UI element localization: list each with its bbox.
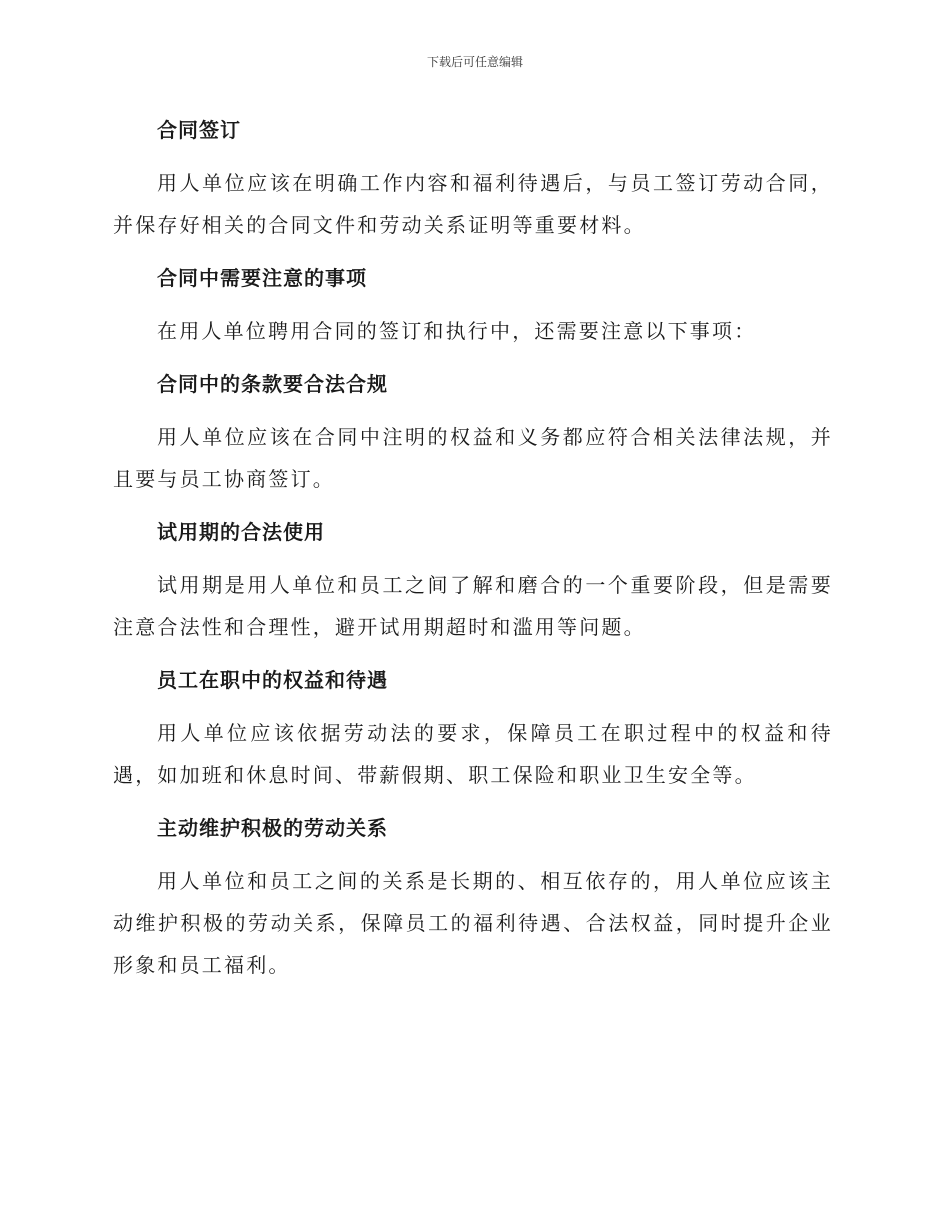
section-heading: 合同中的条款要合法合规: [157, 372, 388, 396]
section-paragraph: 用人单位应该依据劳动法的要求，保障员工在职过程中的权益和待遇，如加班和休息时间、带薪假期、职工保险和职业卫生安全等。: [113, 721, 833, 787]
section-heading: 员工在职中的权益和待遇: [157, 668, 388, 692]
section-heading: 合同签订: [157, 118, 241, 142]
section-probation: [113, 512, 833, 648]
section-paragraph: 用人单位和员工之间的关系是长期的、相互依存的，用人单位应该主动维护积极的劳动关系，保障员工的福利待遇、合法权益，同时提升企业形象和员工福利。: [113, 869, 833, 977]
section-labor-relations: [113, 808, 833, 986]
section-heading: 试用期的合法使用: [157, 520, 325, 544]
section-paragraph: 试用期是用人单位和员工之间了解和磨合的一个重要阶段，但是需要注意合法性和合理性，避开试用期超时和滥用等问题。: [113, 573, 833, 639]
section-heading: 合同中需要注意的事项: [157, 266, 367, 290]
section-contract-signing: [113, 110, 833, 246]
section-heading: 主动维护积极的劳动关系: [157, 816, 388, 840]
section-employee-rights: [113, 660, 833, 796]
section-paragraph: 在用人单位聘用合同的签订和执行中，还需要注意以下事项：: [157, 319, 757, 343]
section-legal-terms: [113, 364, 833, 500]
section-paragraph: 用人单位应该在明确工作内容和福利待遇后，与员工签订劳动合同，并保存好相关的合同文件和劳动关系证明等重要材料。: [113, 171, 833, 237]
page-header-note: 下载后可任意编辑: [426, 55, 523, 69]
section-contract-notes: [113, 258, 833, 352]
document-body: [113, 110, 833, 998]
section-paragraph: 用人单位应该在合同中注明的权益和义务都应符合相关法律法规，并且要与员工协商签订。: [113, 425, 833, 491]
